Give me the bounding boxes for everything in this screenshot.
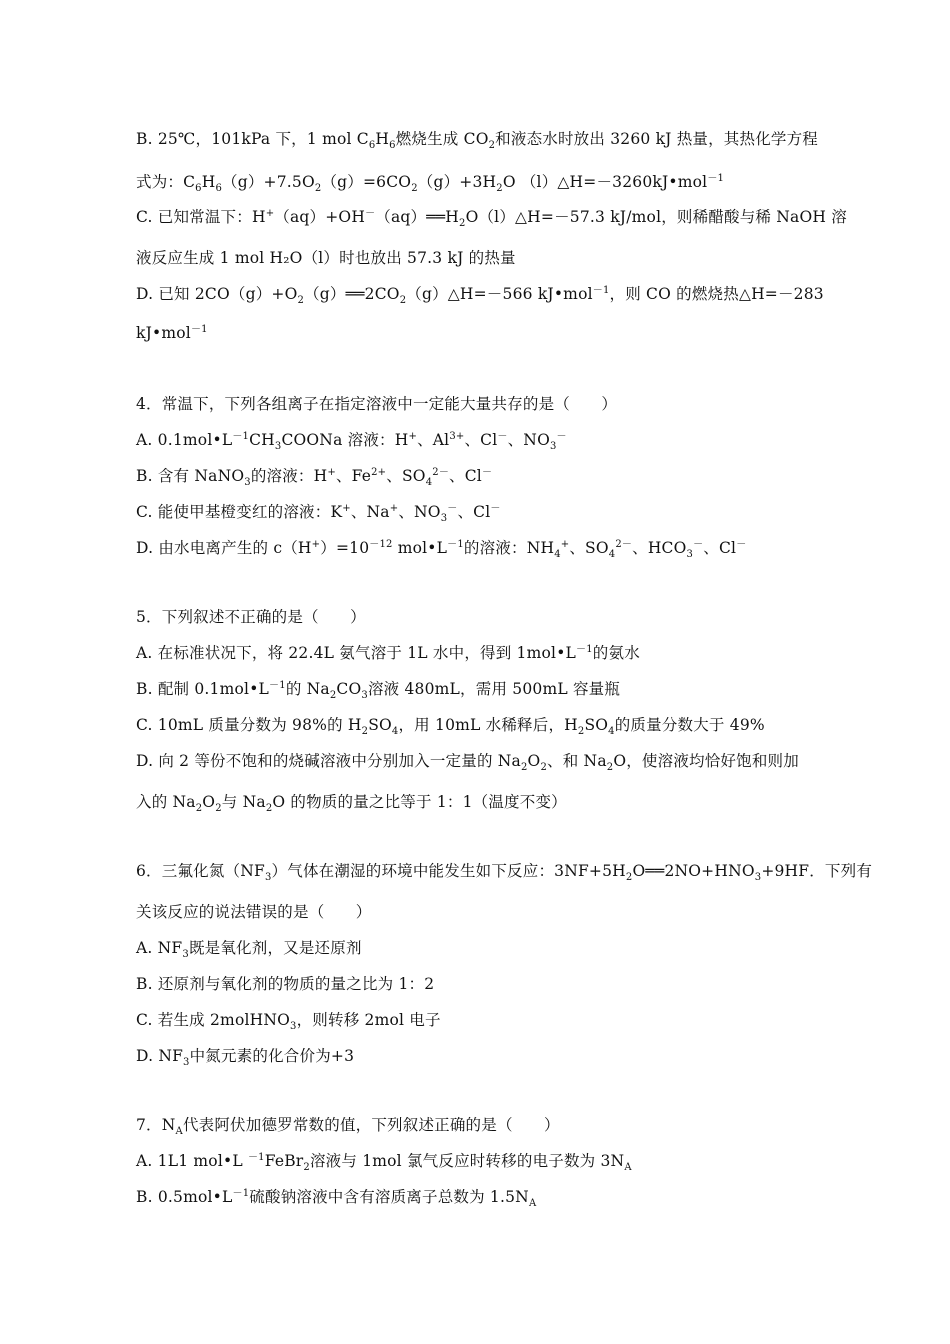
q5-option-d: D. 向 2 等份不饱和的烧碱溶液中分别加入一定量的 $Na_2O_2$、和 $Na_2O$，使溶液均恰好饱和则加 xyxy=(136,752,799,774)
q4-option-a: A. $0.1mol•L^{-1}CH_3COONa$ 溶液：H+、$Al^{3+}$、Cl－、$NO_3^-$ xyxy=(136,430,567,453)
q3-option-d-line2: kJ•mol$^{-1}$ xyxy=(136,323,208,342)
q4-option-c: C. 能使甲基橙变红的溶液：K+、Na+、$NO_3^-$、Cl－ xyxy=(136,502,501,525)
q7-option-a: A. 1L1 mol•L $^{-1}$FeBr$_2$溶液与 1mol 氯气反应时转移的电子数为 $3N_A$ xyxy=(136,1151,632,1174)
q6-stem: 6．三氟化氮$(NF_3)$气体在潮湿的环境中能发生如下反应：$3NF+5H_2O══2NO+HNO_3+9HF$．下列有 xyxy=(136,862,873,884)
q3-option-b: B. 25℃，101kPa 下，1 mol $C_6H_6$燃烧生成 $CO_2$和液态水时放出 3260 kJ 热量，其热化学方程 xyxy=(136,130,819,152)
q6-stem-line2: 关该反应的说法错误的是（ ） xyxy=(136,903,372,921)
q5-option-b: B. 配制 $0.1mol•L^{-1}$的 $Na_2CO_3$溶液 480mL，需用 500mL 容量瓶 xyxy=(136,679,621,702)
q3-option-b-line2: 式为：$C_6H_6(g)+7.5O_2(g)=6CO_2(g)+3H_2O$ （l）△H=－3260kJ•mol$^{-1}$ xyxy=(136,172,725,195)
q5-option-c: C. 10mL 质量分数为 98%的 $H_2SO_4$，用 10mL 水稀释后，$H_2SO_4$的质量分数大于 49% xyxy=(136,716,765,738)
q3-option-c-line2: 液反应生成 1 mol H₂O（l）时也放出 57.3 kJ 的热量 xyxy=(136,249,516,267)
q4-stem: 4．常温下，下列各组离子在指定溶液中一定能大量共存的是（ ） xyxy=(136,395,618,413)
q4-option-d: D. 由水电离产生的 $c(H^+)=10^{-12}$ $mol•L^{-1}$的溶液：$NH_4^+$、$SO_4^{2-}$、$HCO_3^-$、Cl－ xyxy=(136,538,747,561)
q3-option-c: C. 已知常温下：$H^+(aq)+OH^-(aq)══H_2O(l)\triangle H=-57.3$ kJ/mol，则稀醋酸与稀 NaOH 溶 xyxy=(136,207,847,230)
q5-option-d-line2: 入的 $Na_2O_2$与 $Na_2O$ 的物质的量之比等于 1：1（温度不变） xyxy=(136,793,567,815)
q6-option-b: B. 还原剂与氧化剂的物质的量之比为 1：2 xyxy=(136,975,435,993)
q4-option-b: B. 含有 NaNO$_3$的溶液：H+、$Fe^{2+}$、$SO_4^{2-}$、Cl－ xyxy=(136,466,493,489)
q7-option-b: B. $0.5mol•L^{-1}$硫酸钠溶液中含有溶质离子总数为 $1.5N_A$ xyxy=(136,1187,537,1210)
q3-option-d: D. 已知 $2CO(g)+O_2(g)══2CO_2(g)\triangle H=-566$ kJ•mol$^{-1}$，则 CO 的燃烧热△H=－283 xyxy=(136,284,824,307)
q6-option-d: D. $NF_3$中氮元素的化合价为+3 xyxy=(136,1047,355,1069)
q6-option-a: A. $NF_3$既是氧化剂，又是还原剂 xyxy=(136,939,362,961)
q5-stem: 5．下列叙述不正确的是（ ） xyxy=(136,608,366,626)
q6-option-c: C. 若生成 2molHNO$_3$，则转移 2mol 电子 xyxy=(136,1011,441,1033)
q7-stem: 7．$N_A$代表阿伏加德罗常数的值，下列叙述正确的是（ ） xyxy=(136,1116,560,1138)
q5-option-a: A. 在标准状况下，将 22.4L 氨气溶于 1L 水中，得到 $1mol•L^{-1}$的氨水 xyxy=(136,643,640,662)
